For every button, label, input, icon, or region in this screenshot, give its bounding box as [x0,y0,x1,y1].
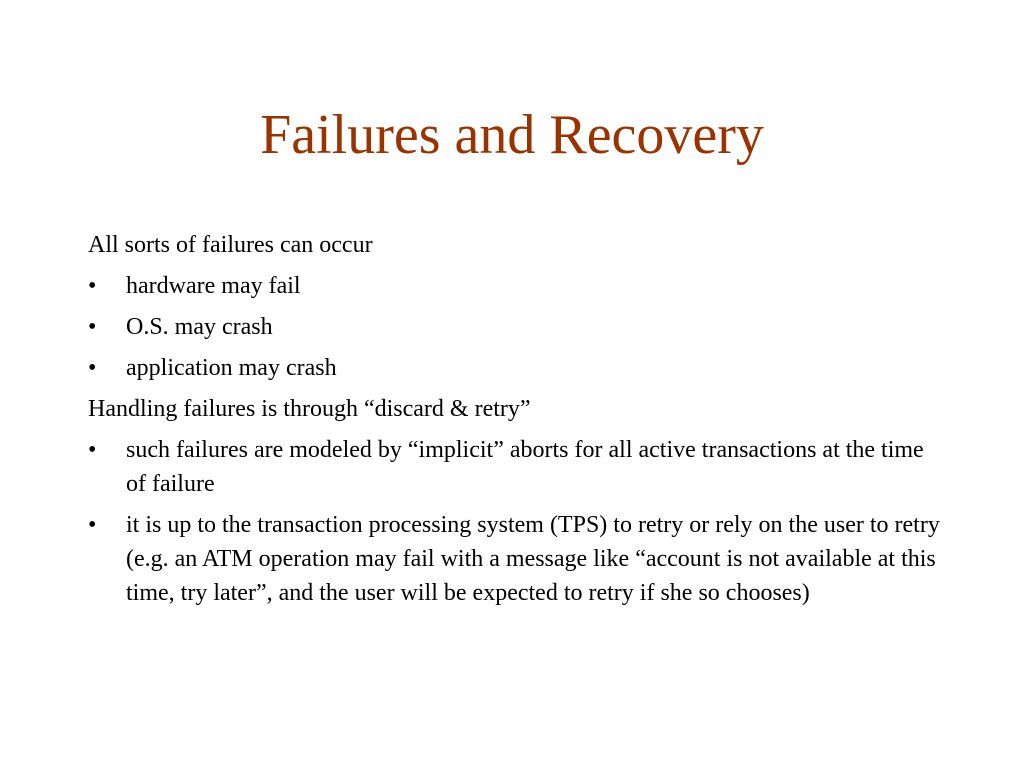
bullet-text: hardware may fail [126,273,301,299]
body-paragraph: Handling failures is through “discard & retry” [88,396,531,422]
bullet-item [88,433,948,501]
slide-body [88,228,948,617]
body-paragraph: All sorts of failures can occur [88,232,373,258]
bullet-text: such failures are modeled by “implicit” aborts for all active transactions at the time of failure [126,437,924,497]
bullet-item [88,269,948,303]
bullet-glyph: • [88,314,97,340]
bullet-item [88,508,948,610]
bullet-item [88,351,948,385]
slide-title: Failures and Recovery [260,104,764,166]
bullet-text: application may crash [126,355,337,381]
bullet-glyph: • [88,355,97,381]
bullet-text: O.S. may crash [126,314,273,340]
bullet-text: it is up to the transaction processing system (TPS) to retry or rely on the user to retry (e.g. an ATM operation may fail with a message like “account is not available at this time, try later”, and the user will be expected to retry if she so chooses) [126,512,940,606]
bullet-glyph: • [88,512,97,538]
bullet-glyph: • [88,437,97,463]
bullet-item [88,310,948,344]
bullet-glyph: • [88,273,97,299]
